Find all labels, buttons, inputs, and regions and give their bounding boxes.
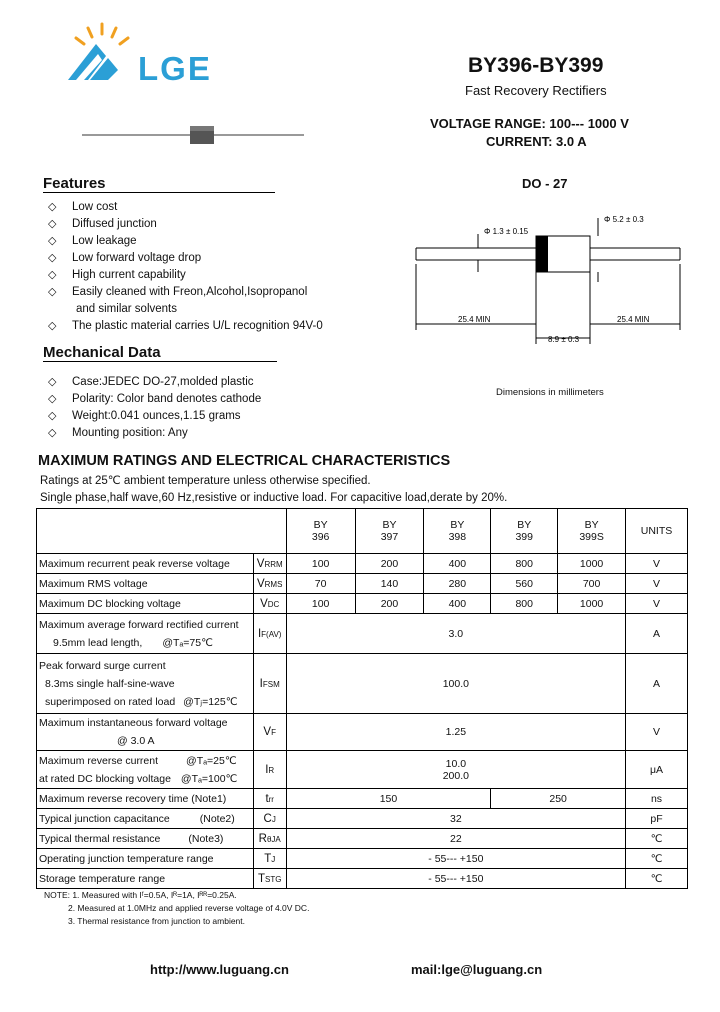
- lead-right-label: 25.4 MIN: [617, 315, 650, 324]
- table-header-cell: BY 399S: [558, 509, 626, 554]
- list-item: ◇ Diffused junction: [48, 218, 157, 230]
- table-row: Operating junction temperature range TJ - 55--- +150 ℃: [37, 849, 688, 869]
- lead-left-label: 25.4 MIN: [458, 315, 491, 324]
- website-link[interactable]: http://www.luguang.cn: [150, 962, 289, 977]
- diode-image: [82, 124, 304, 146]
- part-number: BY396-BY399: [468, 54, 604, 77]
- ratings-title: MAXIMUM RATINGS AND ELECTRICAL CHARACTERISTICS: [38, 453, 451, 469]
- subtitle: Fast Recovery Rectifiers: [465, 83, 607, 98]
- mechanical-list: [45, 374, 261, 442]
- table-header-row: [37, 509, 688, 554]
- table-header-cell: BY 397: [355, 509, 424, 554]
- mechanical-title: Mechanical Data: [43, 344, 277, 362]
- list-item: ◇ High current capability: [48, 269, 186, 281]
- dimension-note: Dimensions in millimeters: [496, 387, 604, 398]
- list-item: ◇ The plastic material carries U/L recognition 94V-0: [48, 320, 323, 332]
- table-row: Maximum average forward rectified current 9.5mm lead length, @Tₐ=75℃ IF(AV) 3.0 A: [37, 614, 688, 654]
- lge-logo-icon: [62, 22, 138, 84]
- table-row: Storage temperature range TSTG - 55--- +150 ℃: [37, 869, 688, 889]
- list-item: ◇ Low leakage: [48, 235, 137, 247]
- list-item: ◇ Polarity: Color band denotes cathode: [48, 393, 262, 405]
- table-row: Maximum instantaneous forward voltage @ 3.0 A VF 1.25 V: [37, 714, 688, 751]
- lead-diameter-label: Φ 1.3 ± 0.15: [484, 227, 529, 236]
- table-row: Typical thermal resistance (Note3) RθJA 22 ℃: [37, 829, 688, 849]
- list-item: ◇ Low cost: [48, 201, 118, 213]
- package-outline-drawing: [410, 208, 690, 348]
- table-header-cell: BY 398: [424, 509, 491, 554]
- table-row: Peak forward surge current 8.3ms single half-sine-wave superimposed on rated load @Tⱼ=125℃ IFSM 100.0 A: [37, 654, 688, 714]
- list-item: ◇ Weight:0.041 ounces,1.15 grams: [48, 410, 241, 422]
- list-item: ◇ Mounting position: Any: [48, 427, 188, 439]
- features-list: [45, 199, 323, 335]
- ratings-line-2: Single phase,half wave,60 Hz,resistive or inductive load. For capacitive load,derate by 20%.: [40, 492, 508, 504]
- features-title: Features: [43, 175, 275, 193]
- units-header: UNITS: [626, 509, 688, 554]
- table-header-cell: BY 399: [491, 509, 558, 554]
- table-notes: NOTE: 1. Measured with Iᶠ=0.5A, Iᴿ=1A, Iᴿᴿ=0.25A. 2. Measured at 1.0MHz and applied reverse voltage of 4.0V DC. 3. Thermal resistance from junction to ambient.: [44, 890, 310, 926]
- list-item: ◇ Easily cleaned with Freon,Alcohol,Isopropanol: [48, 286, 308, 298]
- list-item: and similar solvents: [76, 303, 177, 315]
- table-row: Maximum DC blocking voltage VDC 100 200 400 800 1000 V: [37, 594, 688, 614]
- brand-name: LGE: [138, 50, 212, 87]
- body-diameter-label: Φ 5.2 ± 0.3: [604, 215, 644, 224]
- list-item: ◇ Low forward voltage drop: [48, 252, 202, 264]
- characteristics-table: [36, 508, 688, 889]
- package-name: DO - 27: [522, 176, 568, 191]
- list-item: ◇ Case:JEDEC DO-27,molded plastic: [48, 376, 254, 388]
- table-row: Maximum reverse recovery time (Note1) trr 150 250 ns: [37, 789, 688, 809]
- body-length-label: 8.9 ± 0.3: [548, 335, 580, 344]
- voltage-range: VOLTAGE RANGE: 100--- 1000 V: [430, 116, 629, 131]
- ratings-line-1: Ratings at 25℃ ambient temperature unless otherwise specified.: [40, 475, 371, 487]
- email-link[interactable]: mail:lge@luguang.cn: [411, 962, 543, 977]
- current-rating: CURRENT: 3.0 A: [486, 134, 587, 149]
- table-row: Maximum reverse current @Tₐ=25℃ at rated DC blocking voltage @Tₐ=100℃ IR 10.0 200.0 μA: [37, 751, 688, 789]
- table-row: Maximum RMS voltage VRMS 70 140 280 560 700 V: [37, 574, 688, 594]
- table-header-cell: BY 396: [286, 509, 355, 554]
- table-row: Typical junction capacitance (Note2) CJ 32 pF: [37, 809, 688, 829]
- table-row: Maximum recurrent peak reverse voltage VRRM 100 200 400 800 1000 V: [37, 554, 688, 574]
